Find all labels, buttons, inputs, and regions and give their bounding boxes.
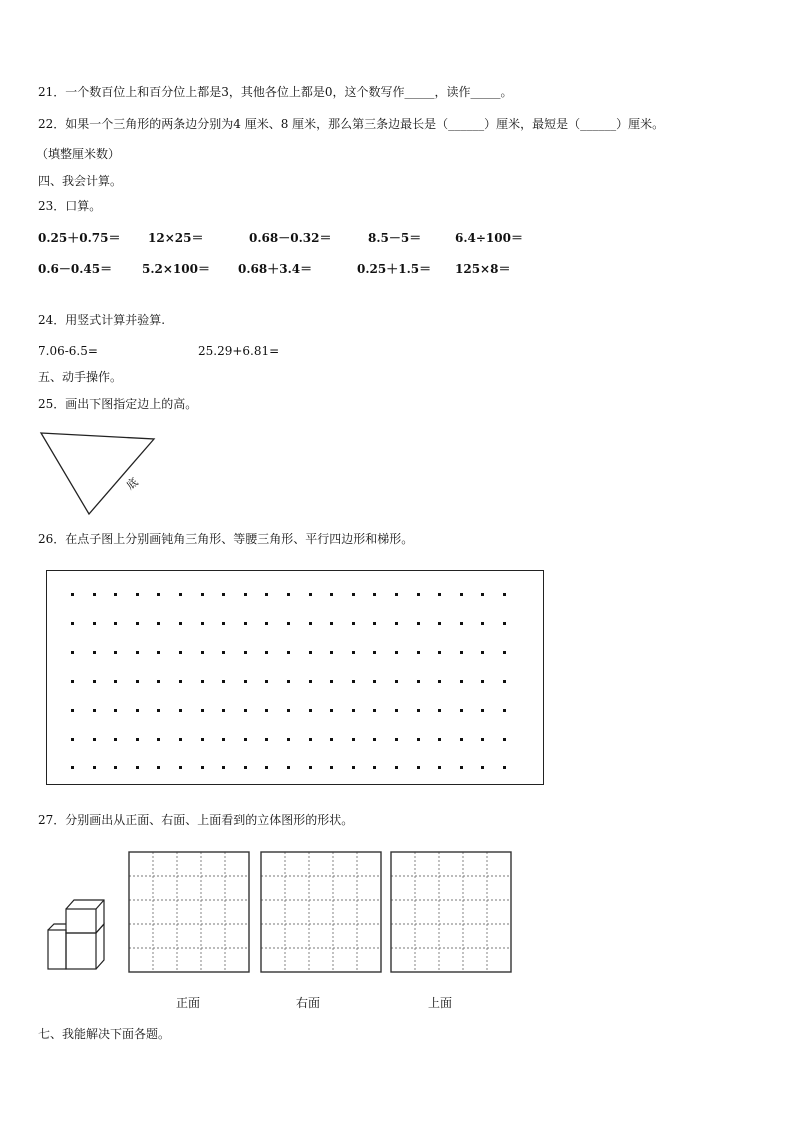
grid-dot[interactable] bbox=[481, 651, 484, 654]
question-22: 22．如果一个三角形的两条边分别为4 厘米、8 厘米，那么第三条边最长是（______）厘米，最短是（______）厘米。 bbox=[38, 117, 665, 131]
grid-dot[interactable] bbox=[265, 738, 268, 741]
grid-dot[interactable] bbox=[157, 622, 160, 625]
grid-dot[interactable] bbox=[373, 709, 376, 712]
grid-dot[interactable] bbox=[222, 680, 225, 683]
grid-dot[interactable] bbox=[287, 766, 290, 769]
grid-dot[interactable] bbox=[287, 709, 290, 712]
grid-dot[interactable] bbox=[481, 622, 484, 625]
view-caption-right: 右面 bbox=[296, 996, 321, 1010]
grid-dot[interactable] bbox=[179, 766, 182, 769]
question-21: 21．一个数百位上和百分位上都是3，其他各位上都是0，这个数写作_____，读作_____。 bbox=[38, 85, 513, 99]
grid-dot[interactable] bbox=[460, 738, 463, 741]
grid-dot[interactable] bbox=[373, 593, 376, 596]
grid-dot[interactable] bbox=[201, 651, 204, 654]
grid-dot[interactable] bbox=[330, 593, 333, 596]
grid-dot[interactable] bbox=[265, 766, 268, 769]
grid-dot[interactable] bbox=[395, 766, 398, 769]
grid-dot[interactable] bbox=[395, 709, 398, 712]
grid-dot[interactable] bbox=[244, 709, 247, 712]
grid-dot[interactable] bbox=[438, 766, 441, 769]
grid-dot[interactable] bbox=[373, 766, 376, 769]
grid-dot[interactable] bbox=[309, 766, 312, 769]
cube-solid-figure bbox=[44, 893, 120, 973]
grid-dot[interactable] bbox=[136, 622, 139, 625]
grid-dot[interactable] bbox=[93, 680, 96, 683]
grid-dot[interactable] bbox=[201, 709, 204, 712]
grid-dot[interactable] bbox=[417, 680, 420, 683]
grid-dot[interactable] bbox=[265, 651, 268, 654]
grid-dot[interactable] bbox=[136, 709, 139, 712]
grid-dot[interactable] bbox=[395, 651, 398, 654]
question-25: 25．画出下图指定边上的高。 bbox=[38, 397, 198, 411]
grid-dot[interactable] bbox=[460, 593, 463, 596]
grid-dot[interactable] bbox=[481, 738, 484, 741]
grid-dot[interactable] bbox=[114, 593, 117, 596]
grid-dot[interactable] bbox=[93, 738, 96, 741]
grid-dot[interactable] bbox=[438, 651, 441, 654]
oral-calc-item: 5.2×100＝ bbox=[142, 262, 210, 276]
grid-dot[interactable] bbox=[438, 593, 441, 596]
grid-dot[interactable] bbox=[222, 593, 225, 596]
grid-dot[interactable] bbox=[114, 766, 117, 769]
question-24: 24．用竖式计算并验算. bbox=[38, 313, 166, 327]
grid-dot[interactable] bbox=[309, 738, 312, 741]
grid-dot[interactable] bbox=[481, 680, 484, 683]
grid-dot[interactable] bbox=[352, 738, 355, 741]
grid-dot[interactable] bbox=[460, 622, 463, 625]
grid-dot[interactable] bbox=[460, 766, 463, 769]
right-view-grid[interactable] bbox=[260, 851, 382, 973]
grid-dot[interactable] bbox=[417, 622, 420, 625]
grid-border bbox=[391, 852, 511, 972]
grid-dot[interactable] bbox=[438, 622, 441, 625]
grid-dot[interactable] bbox=[71, 766, 74, 769]
grid-dot[interactable] bbox=[244, 651, 247, 654]
grid-dot[interactable] bbox=[481, 709, 484, 712]
grid-dot[interactable] bbox=[71, 709, 74, 712]
grid-dot[interactable] bbox=[330, 766, 333, 769]
grid-dot[interactable] bbox=[460, 651, 463, 654]
grid-dot[interactable] bbox=[481, 593, 484, 596]
view-caption-front: 正面 bbox=[176, 996, 201, 1010]
grid-dot[interactable] bbox=[352, 593, 355, 596]
grid-dot[interactable] bbox=[352, 651, 355, 654]
grid-dot[interactable] bbox=[93, 709, 96, 712]
oral-calc-item: 0.68＋3.4＝ bbox=[238, 262, 313, 276]
oral-calc-item: 12×25＝ bbox=[148, 231, 204, 245]
grid-dot[interactable] bbox=[71, 680, 74, 683]
grid-dot[interactable] bbox=[265, 593, 268, 596]
grid-dot[interactable] bbox=[417, 709, 420, 712]
grid-dot[interactable] bbox=[244, 680, 247, 683]
grid-dot[interactable] bbox=[503, 766, 506, 769]
question-26: 26．在点子图上分别画钝角三角形、等腰三角形、平行四边形和梯形。 bbox=[38, 532, 414, 546]
grid-dot[interactable] bbox=[201, 766, 204, 769]
grid-dot[interactable] bbox=[287, 680, 290, 683]
grid-dot[interactable] bbox=[136, 593, 139, 596]
grid-dot[interactable] bbox=[179, 622, 182, 625]
section-4-heading: 四、我会计算。 bbox=[38, 174, 123, 188]
grid-dot[interactable] bbox=[330, 709, 333, 712]
grid-dot[interactable] bbox=[71, 593, 74, 596]
grid-dot[interactable] bbox=[417, 593, 420, 596]
grid-border bbox=[261, 852, 381, 972]
grid-dot[interactable] bbox=[114, 622, 117, 625]
grid-dot[interactable] bbox=[157, 738, 160, 741]
grid-dot[interactable] bbox=[71, 651, 74, 654]
grid-dot[interactable] bbox=[395, 738, 398, 741]
oral-calc-item: 125×8＝ bbox=[455, 262, 511, 276]
grid-dot[interactable] bbox=[244, 593, 247, 596]
grid-dot[interactable] bbox=[93, 622, 96, 625]
grid-dot[interactable] bbox=[201, 622, 204, 625]
triangle-figure bbox=[36, 428, 162, 520]
grid-dot[interactable] bbox=[395, 593, 398, 596]
grid-dot[interactable] bbox=[157, 766, 160, 769]
grid-dot[interactable] bbox=[287, 622, 290, 625]
oral-calc-item: 0.68－0.32＝ bbox=[249, 231, 332, 245]
view-caption-top: 上面 bbox=[428, 996, 453, 1010]
grid-dot[interactable] bbox=[136, 651, 139, 654]
grid-dot[interactable] bbox=[309, 593, 312, 596]
triangle-shape bbox=[41, 433, 154, 514]
grid-dot[interactable] bbox=[438, 738, 441, 741]
grid-dot[interactable] bbox=[481, 766, 484, 769]
grid-dot[interactable] bbox=[330, 680, 333, 683]
oral-calc-item: 0.6－0.45＝ bbox=[38, 262, 113, 276]
grid-dot[interactable] bbox=[157, 680, 160, 683]
oral-calc-item: 8.5－5＝ bbox=[368, 231, 422, 245]
triangle-base-label: 底 bbox=[123, 475, 141, 493]
grid-dot[interactable] bbox=[157, 709, 160, 712]
grid-dot[interactable] bbox=[438, 680, 441, 683]
question-23: 23．口算。 bbox=[38, 199, 102, 213]
grid-dot[interactable] bbox=[222, 766, 225, 769]
grid-dot[interactable] bbox=[114, 709, 117, 712]
grid-dot[interactable] bbox=[244, 622, 247, 625]
grid-border bbox=[129, 852, 249, 972]
grid-dot[interactable] bbox=[417, 738, 420, 741]
grid-dot[interactable] bbox=[309, 680, 312, 683]
grid-dot[interactable] bbox=[417, 651, 420, 654]
oral-calc-item: 0.25＋1.5＝ bbox=[357, 262, 432, 276]
grid-dot[interactable] bbox=[179, 593, 182, 596]
grid-dot[interactable] bbox=[460, 680, 463, 683]
grid-dot[interactable] bbox=[503, 709, 506, 712]
question-22-note: （填整厘米数） bbox=[36, 147, 121, 161]
grid-dot[interactable] bbox=[330, 622, 333, 625]
oral-calc-item: 0.25＋0.75＝ bbox=[38, 231, 121, 245]
grid-dot[interactable] bbox=[114, 738, 117, 741]
grid-dot[interactable] bbox=[136, 680, 139, 683]
grid-dot[interactable] bbox=[244, 766, 247, 769]
grid-dot[interactable] bbox=[114, 680, 117, 683]
grid-dot[interactable] bbox=[309, 651, 312, 654]
vertical-calc-item: 25.29+6.81= bbox=[198, 344, 280, 358]
grid-dot[interactable] bbox=[330, 651, 333, 654]
oral-calc-item: 6.4÷100＝ bbox=[455, 231, 523, 245]
front-view-grid[interactable] bbox=[128, 851, 250, 973]
grid-dot[interactable] bbox=[503, 651, 506, 654]
grid-dot[interactable] bbox=[373, 622, 376, 625]
grid-dot[interactable] bbox=[373, 651, 376, 654]
grid-dot[interactable] bbox=[222, 622, 225, 625]
grid-dot[interactable] bbox=[201, 680, 204, 683]
grid-dot[interactable] bbox=[265, 709, 268, 712]
grid-dot[interactable] bbox=[71, 738, 74, 741]
grid-dot[interactable] bbox=[438, 709, 441, 712]
grid-dot[interactable] bbox=[373, 738, 376, 741]
top-view-grid[interactable] bbox=[390, 851, 512, 973]
grid-dot[interactable] bbox=[417, 766, 420, 769]
grid-dot[interactable] bbox=[287, 738, 290, 741]
grid-dot[interactable] bbox=[287, 593, 290, 596]
vertical-calc-item: 7.06-6.5= bbox=[38, 344, 98, 358]
grid-dot[interactable] bbox=[201, 593, 204, 596]
grid-dot[interactable] bbox=[352, 766, 355, 769]
grid-dot[interactable] bbox=[460, 709, 463, 712]
grid-dot[interactable] bbox=[244, 738, 247, 741]
grid-dot[interactable] bbox=[93, 766, 96, 769]
grid-dot[interactable] bbox=[503, 680, 506, 683]
grid-dot[interactable] bbox=[93, 593, 96, 596]
grid-dot[interactable] bbox=[157, 651, 160, 654]
grid-dot[interactable] bbox=[395, 680, 398, 683]
grid-dot[interactable] bbox=[265, 680, 268, 683]
question-27: 27．分别画出从正面、右面、上面看到的立体图形的形状。 bbox=[38, 813, 354, 827]
grid-dot[interactable] bbox=[287, 651, 290, 654]
grid-dot[interactable] bbox=[179, 680, 182, 683]
grid-dot[interactable] bbox=[201, 738, 204, 741]
grid-dot[interactable] bbox=[222, 709, 225, 712]
grid-dot[interactable] bbox=[93, 651, 96, 654]
grid-dot[interactable] bbox=[503, 622, 506, 625]
grid-dot[interactable] bbox=[352, 622, 355, 625]
grid-dot[interactable] bbox=[503, 593, 506, 596]
grid-dot[interactable] bbox=[114, 651, 117, 654]
grid-dot[interactable] bbox=[179, 651, 182, 654]
grid-dot[interactable] bbox=[395, 622, 398, 625]
grid-dot[interactable] bbox=[309, 709, 312, 712]
grid-dot[interactable] bbox=[309, 622, 312, 625]
grid-dot[interactable] bbox=[136, 738, 139, 741]
grid-dot[interactable] bbox=[222, 738, 225, 741]
grid-dot[interactable] bbox=[330, 738, 333, 741]
section-7-heading: 七、我能解决下面各题。 bbox=[38, 1027, 171, 1041]
dot-grid-box[interactable] bbox=[46, 570, 544, 785]
grid-dot[interactable] bbox=[222, 651, 225, 654]
grid-dot[interactable] bbox=[373, 680, 376, 683]
grid-dot[interactable] bbox=[352, 709, 355, 712]
grid-dot[interactable] bbox=[136, 766, 139, 769]
grid-dot[interactable] bbox=[71, 622, 74, 625]
section-5-heading: 五、动手操作。 bbox=[38, 370, 123, 384]
grid-dot[interactable] bbox=[179, 738, 182, 741]
grid-dot[interactable] bbox=[157, 593, 160, 596]
grid-dot[interactable] bbox=[352, 680, 355, 683]
grid-dot[interactable] bbox=[179, 709, 182, 712]
grid-dot[interactable] bbox=[503, 738, 506, 741]
grid-dot[interactable] bbox=[265, 622, 268, 625]
